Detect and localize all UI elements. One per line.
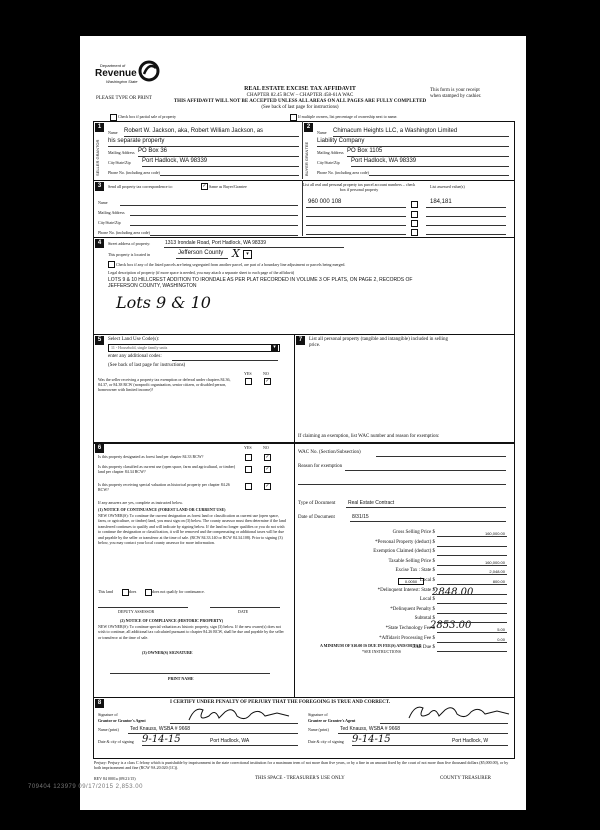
notice-continuance-body: NEW OWNER(S): To continue the current designation as forest land or classification as current use (open space, farm, or agriculture, or timber) land, you must sign on (3) below. The county assessor must then determine if the land transferred continues to qualify and will indicate by signing below. If the land no longer qualifies or you do not wish to continue the designation or classification, it will be removed and the compensating or additional taxes will be due and payable by the seller or transferor at the time of sale. (RCW 84.33.140 or RCW 84.34.108). Prior to signing (3) below, you may contact your local county assessor for more information. [98, 513, 286, 546]
grantee-signature[interactable] [405, 702, 515, 724]
perjury-statement: I CERTIFY UNDER PENALTY OF PERJURY THAT THE FOREGOING IS TRUE AND CORRECT. [170, 700, 391, 705]
same-as-buyer-label: Same as Buyer/Grantee [209, 184, 247, 189]
receipt-note-1: This form is your receipt [430, 88, 480, 93]
corr-phone-label: Phone No. (including area code) [98, 230, 150, 235]
select-land-use-label: Select Land Use Code(s): [108, 337, 160, 342]
county-treasurer-label: COUNTY TREASURER [440, 776, 491, 781]
grantor-print-name-label: Name (print) [98, 727, 119, 732]
historic-no-checkbox[interactable]: ✓ [265, 484, 270, 489]
buyer-name-label: Name [317, 130, 327, 135]
forest-land-yes-checkbox[interactable] [245, 454, 252, 461]
parcel-list-header: List all real and personal property tax parcel account numbers – check box if personal property [302, 182, 416, 192]
tax-row-label: Local $ [419, 597, 435, 603]
land-use-see-back: (See back of last page for instructions) [108, 363, 186, 368]
tax-row-label: Exemption Claimed (deduct) $ [373, 549, 435, 555]
if-yes-instruction: If any answers are yes, complete as instructed below. [98, 500, 183, 505]
logo-department: Department of [100, 63, 126, 68]
treasurer-space-label: THIS SPACE - TREASURER'S USE ONLY [255, 776, 345, 781]
tax-row-label: *Personal Property (deduct) $ [375, 539, 435, 545]
parcel-number-field[interactable]: 960 000 108 [308, 199, 342, 205]
assessed-value-field[interactable]: 184,181 [430, 199, 452, 205]
this-land-label: This land [98, 589, 113, 594]
tax-row-label: *Affidavit Processing Fee $ [379, 635, 435, 641]
grantor-date-place-label: Date & city of signing [98, 739, 134, 744]
section-1-number: 1 [95, 123, 104, 132]
parcel-row3-checkbox[interactable] [411, 220, 418, 227]
forest-yes-label: YES [244, 445, 252, 450]
segregated-checkbox[interactable] [108, 261, 115, 268]
section-6-number: 6 [95, 444, 104, 453]
type-or-print: PLEASE TYPE OR PRINT [96, 96, 152, 101]
seller-city-field[interactable]: Port Hadlock, WA 98339 [142, 158, 208, 164]
tax-row-value[interactable]: 160,000.00 [484, 559, 505, 565]
tax-row-label: Taxable Selling Price $ [388, 558, 435, 564]
corr-name-label: Name [98, 200, 108, 205]
grantee-agent-label: Grantee or Grantee's Agent [308, 718, 356, 723]
notice-compliance-body: NEW OWNER(S): To continue special valuation as historic property, sign (3) below. If the new owner(s) does not wish to continue, all additional tax calculated pursuant to chapter 84.26 RCW, shall be due and payable by the seller or transferor at the time of sale. [98, 624, 284, 640]
street-address-field[interactable]: 1313 Irondale Road, Port Hadlock, WA 98339 [165, 240, 266, 246]
document-date-field[interactable]: 8/31/15 [352, 514, 369, 520]
current-use-question: Is this property classified as current use (open space, farm and agricultural, or timber) land per chapter 84.34 RCW? [98, 464, 236, 474]
legal-description-line-2[interactable]: JEFFERSON COUNTY, WASHINGTON [108, 283, 197, 289]
owner-signature-label: (3) OWNER(S) SIGNATURE [142, 650, 193, 655]
located-in-label: This property is located in [108, 252, 150, 257]
historic-yes-checkbox[interactable] [245, 483, 252, 490]
document-type-label: Type of Document [298, 501, 336, 506]
multiple-owners-checkbox[interactable] [290, 114, 297, 121]
legal-description-line-1[interactable]: LOTS 9 & 10 HILLCREST ADDITION TO IRONDALE AS PER PLAT RECORDED IN VOLUME 3 OF PLATS, ON PAGE 2, RECORDS OF [108, 277, 413, 283]
exemption-yes-checkbox[interactable] [245, 378, 252, 385]
section-2-number: 2 [304, 123, 313, 132]
buyer-name-cont-field[interactable]: Liability Company [317, 138, 365, 144]
seller-phone-label: Phone No. (including area code) [108, 170, 160, 175]
tax-row-label: Gross Selling Price $ [392, 530, 435, 535]
tax-row-label: Excise Tax : State $ [395, 568, 435, 574]
forest-no-label: NO [263, 445, 269, 450]
tax-row-value[interactable]: 160,000.00 [484, 531, 505, 536]
grantee-place-field[interactable]: Port Hadlock, W [452, 738, 489, 744]
tax-row-value[interactable]: 0.00 [497, 636, 505, 642]
section-8-number: 8 [95, 699, 104, 708]
grantee-date-field[interactable]: 9-14-15 [352, 734, 391, 745]
tax-row-label: Total Due $ [411, 645, 435, 651]
does-label: does [129, 589, 137, 594]
land-does-not-checkbox[interactable] [145, 589, 152, 596]
buyer-phone-label: Phone No. (including area code) [317, 170, 369, 175]
buyer-city-label: City/State/Zip [317, 160, 340, 165]
grantor-print-name-field[interactable]: Ted Knauss, WSBA # 9668 [130, 726, 191, 732]
parcel-row2-checkbox[interactable] [411, 211, 418, 218]
reason-exemption-label: Reason for exemption [298, 464, 343, 469]
forest-land-no-checkbox[interactable]: ✓ [265, 455, 270, 460]
street-address-label: Street address of property: [108, 241, 151, 246]
grantee-date-place-label: Date & city of signing [308, 739, 344, 744]
form-chapter: CHAPTER 82.45 RCW – CHAPTER 458-61A WAC [246, 93, 354, 98]
section-5-number: 5 [95, 336, 104, 345]
corr-mailing-label: Mailing Address [98, 210, 125, 215]
tax-row-value[interactable]: 800.00 [492, 579, 505, 584]
local-rate-field[interactable]: 0.0050 [398, 578, 424, 585]
buyer-mailing-field[interactable]: PO Box 1105 [347, 148, 383, 154]
corr-city-label: City/State/Zip [98, 220, 121, 225]
seller-name-cont-field[interactable]: his separate property [108, 138, 165, 144]
land-does-checkbox[interactable] [122, 589, 129, 596]
perjury-footnote: Perjury: Perjury is a class C felony which is punishable by imprisonment in the state correctional institution for a maximum term of not more than five years, or by a fine in an amount fixed by the court of not more than five thousand dollars ($5,000.00), or by both imprisonment and fine (RCW 9A.20.020 (1C)). [94, 760, 509, 770]
buyer-mailing-label: Mailing Address [317, 150, 344, 155]
send-correspondence-label: Send all property tax correspondence to: [108, 184, 173, 189]
exemption-claim-label: If claiming an exemption, list WAC number and reason for exemption: [298, 434, 440, 439]
form-title: REAL ESTATE EXCISE TAX AFFIDAVIT [244, 86, 356, 92]
additional-codes-label: enter any additional codes: [108, 354, 162, 359]
notice-continuance-title: (1) NOTICE OF CONTINUANCE (FOREST LAND OR CURRENT USE) [98, 507, 226, 512]
minimum-fee-note: A MINIMUM OF $10.00 IS DUE IN FEE(S) AND/OR TAX [320, 643, 422, 648]
seller-city-label: City/State/Zip [108, 160, 131, 165]
exemption-question: Was the seller receiving a property tax exemption or deferral under chapters 84.36, 84.37, or 84.38 RCW (nonprofit organization, senior citizen, or disabled person, homeowner with limited income)? [98, 377, 231, 392]
exemption-no-checkbox[interactable]: ✓ [265, 379, 270, 384]
seller-name-field[interactable]: Robert W. Jackson, aka, Robert William Jackson, as [124, 128, 264, 134]
deputy-assessor-label: DEPUTY ASSESSOR [118, 609, 155, 614]
assessed-value-header: List assessed value(s) [430, 184, 465, 189]
grantor-agent-label: Grantor or Grantor's Agent [98, 718, 146, 723]
yes-column-label: YES [244, 371, 252, 376]
seller-name-label: Name [108, 130, 118, 135]
section-3-number: 3 [95, 182, 104, 191]
receipt-note-2: when stamped by cashier. [430, 94, 482, 99]
forest-land-question: Is this property designated as forest land per chapter 84.33 RCW? [98, 454, 204, 459]
tax-row-value[interactable]: 5.00 [497, 627, 505, 632]
subtotal-handwritten[interactable]: 2848.00 [432, 587, 474, 598]
wac-label: WAC No. (Section/Subsection) [298, 450, 361, 455]
county-dropdown-chevron-icon[interactable]: ▾ [243, 250, 252, 259]
multiple-owners-label: If multiple owners, list percentage of ownership next to name. [298, 114, 398, 119]
seller-mailing-field[interactable]: PO Box 36 [138, 148, 168, 154]
form-see-back: (See back of last page for instructions) [261, 105, 339, 110]
dor-logo-icon [138, 60, 160, 82]
form-warning: THIS AFFIDAVIT WILL NOT BE ACCEPTED UNLESS ALL AREAS ON ALL PAGES ARE FULLY COMPLETED [173, 99, 427, 104]
land-use-chevron-down-icon[interactable]: ▾ [271, 344, 278, 351]
revision-label: REV 84 0001a (09/21/15) [94, 776, 136, 781]
buyer-grantee-label: BUYER GRANTEE [304, 141, 309, 176]
grantee-signature-label: Signature of [308, 712, 328, 717]
county-mark: X [232, 247, 240, 260]
lots-handwritten: Lots 9 & 10 [116, 293, 211, 312]
grantor-date-field[interactable]: 9-14-15 [142, 734, 181, 745]
grantee-print-name-field[interactable]: Ted Knauss, WSBA # 9668 [340, 726, 401, 732]
seller-grantor-label: SELLER GRANTOR [95, 139, 100, 176]
section-4-number: 4 [95, 239, 104, 248]
parcel-personal-checkbox[interactable] [411, 201, 418, 208]
segregated-label: Check box if any of the listed parcels are being segregated from another parcel, are part of a boundary line adjustment or parcels being merged. [116, 262, 346, 267]
total-due-handwritten[interactable]: 2853.00 [430, 620, 472, 631]
legal-description-label: Legal description of property (if more space is needed, you may attach a separate sheet to each page of the affidavit) [108, 270, 295, 275]
document-type-field[interactable]: Real Estate Contract [348, 500, 395, 506]
tax-row-label: Subtotal $ [414, 616, 435, 622]
grantor-signature-label: Signature of [98, 712, 118, 717]
tax-row-label: *State Technology Fee $ [385, 626, 435, 631]
seller-mailing-label: Mailing Address [108, 150, 135, 155]
current-use-no-checkbox[interactable]: ✓ [265, 467, 270, 472]
personal-property-label-2: price. [309, 343, 321, 348]
no-column-label: NO [263, 371, 269, 376]
land-use-select[interactable]: 11 - Household, single family units [108, 344, 280, 352]
tax-row-label: *Delinquent Interest: State $ [377, 587, 435, 593]
same-as-buyer-checkbox[interactable]: ✓ [202, 184, 207, 189]
historic-property-question: Is this property receiving special valuation as historical property per chapter 84.26 RCW? [98, 482, 230, 492]
notice-compliance-title: (2) NOTICE OF COMPLIANCE (HISTORIC PROPERTY) [120, 618, 224, 623]
deputy-date-label: DATE [238, 609, 249, 614]
buyer-name-field[interactable]: Chimacum Heights LLC, a Washington Limited [333, 128, 458, 134]
document-date-label: Date of Document [298, 515, 335, 520]
does-not-label: does not qualify for continuance. [152, 589, 205, 594]
tax-row-label: *Delinquent Penalty $ [390, 606, 435, 612]
parcel-row4-checkbox[interactable] [411, 229, 418, 236]
grantee-print-name-label: Name (print) [308, 727, 329, 732]
tax-row-value[interactable]: 2,048.00 [489, 569, 505, 575]
logo-revenue: Revenue [95, 68, 137, 79]
partial-sale-checkbox[interactable] [110, 114, 117, 121]
logo-state: Washington State [106, 79, 138, 84]
see-instructions-note: *SEE INSTRUCTIONS [362, 649, 402, 654]
section-6-box [93, 442, 295, 698]
county-field[interactable]: Jefferson County [178, 250, 224, 256]
personal-property-label: List all personal property (tangible and intangible) included in selling [309, 337, 448, 342]
section-7-number: 7 [296, 336, 305, 345]
tax-row-label: Local $ [419, 578, 435, 583]
affidavit-page [28, 36, 526, 810]
current-use-yes-checkbox[interactable] [245, 466, 252, 473]
buyer-city-field[interactable]: Port Hadlock, WA 98339 [351, 158, 417, 164]
section-7-box [294, 334, 515, 444]
print-name-label: PRINT NAME [168, 676, 194, 681]
receipt-stamp: 709404 123979 09/17/2015 2,853.00 [28, 784, 143, 790]
partial-sale-label: Check box if partial sale of property [118, 114, 176, 119]
grantor-place-field[interactable]: Port Hadlock, WA [210, 738, 250, 744]
